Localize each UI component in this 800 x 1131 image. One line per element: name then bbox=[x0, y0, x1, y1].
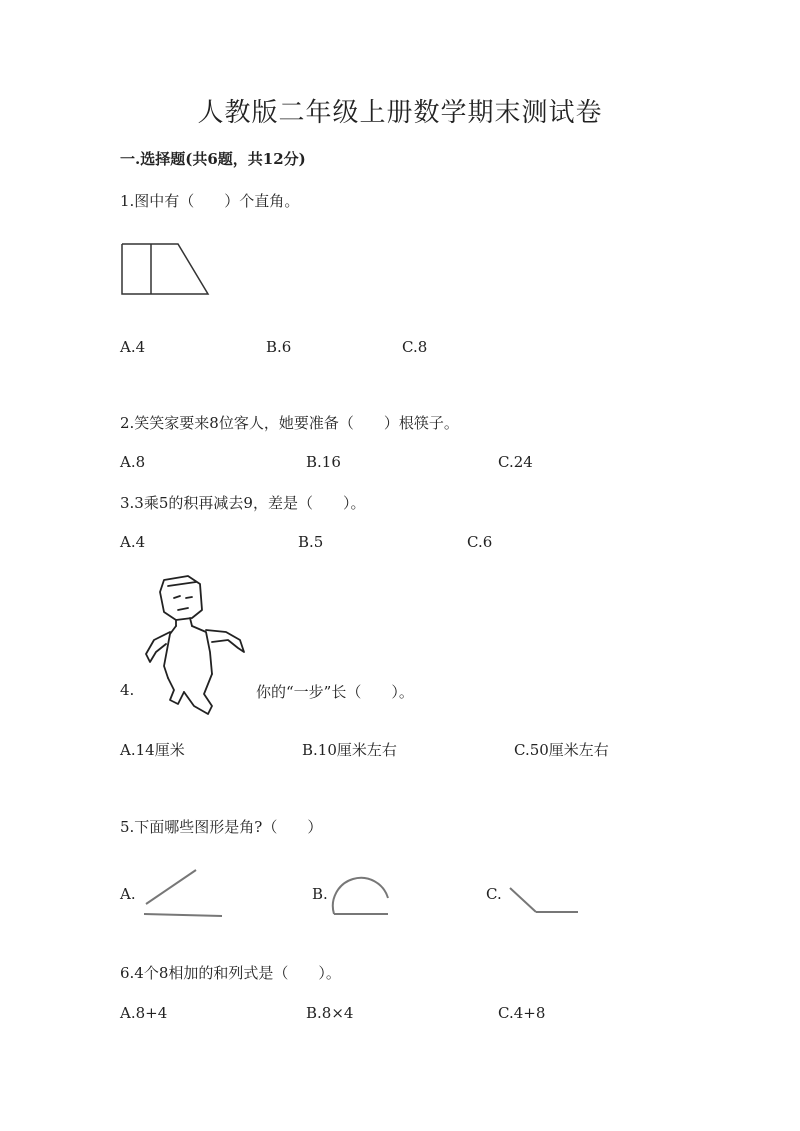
question-2-option-a[interactable]: A.8 bbox=[120, 453, 146, 471]
question-6-option-a[interactable]: A.8+4 bbox=[120, 1004, 168, 1022]
question-3-option-c[interactable]: C.6 bbox=[467, 533, 493, 551]
question-3-option-b[interactable]: B.5 bbox=[298, 533, 324, 551]
question-2-option-b[interactable]: B.16 bbox=[306, 453, 341, 471]
question-5-figure-a bbox=[142, 866, 224, 918]
question-5-figure-b bbox=[330, 876, 392, 916]
page-title: 人教版二年级上册数学期末测试卷 bbox=[197, 98, 603, 128]
question-4-option-b[interactable]: B.10厘米左右 bbox=[302, 741, 397, 759]
question-5-text: 5.下面哪些图形是角?（ ） bbox=[120, 818, 323, 836]
question-6-text: 6.4个8相加的和列式是（ ）。 bbox=[120, 964, 341, 982]
question-2-option-c[interactable]: C.24 bbox=[498, 453, 533, 471]
walking-person-figure bbox=[140, 574, 250, 716]
question-5-option-a[interactable]: A. bbox=[120, 885, 136, 903]
question-1-option-b[interactable]: B.6 bbox=[266, 338, 292, 356]
question-1-figure bbox=[120, 242, 212, 298]
question-5-figure-c bbox=[506, 884, 580, 916]
question-1-option-c[interactable]: C.8 bbox=[402, 338, 428, 356]
question-2-text: 2.笑笑家要来8位客人，她要准备（ ）根筷子。 bbox=[120, 414, 459, 432]
question-5-option-b[interactable]: B. bbox=[312, 885, 328, 903]
question-5-option-c[interactable]: C. bbox=[486, 885, 502, 903]
question-4-text: 你的“一步”长（ ）。 bbox=[256, 683, 414, 701]
question-4-number: 4. bbox=[120, 681, 135, 699]
section-heading: 一.选择题(共6题，共12分) bbox=[120, 150, 306, 168]
question-3-text: 3.3乘5的积再减去9，差是（ ）。 bbox=[120, 494, 366, 512]
question-1-text: 1.图中有（ ）个直角。 bbox=[120, 192, 300, 210]
question-6-option-c[interactable]: C.4+8 bbox=[498, 1004, 546, 1022]
question-4-option-a[interactable]: A.14厘米 bbox=[120, 741, 185, 759]
question-3-option-a[interactable]: A.4 bbox=[120, 533, 146, 551]
question-1-option-a[interactable]: A.4 bbox=[120, 338, 146, 356]
question-4-option-c[interactable]: C.50厘米左右 bbox=[514, 741, 609, 759]
question-6-option-b[interactable]: B.8×4 bbox=[306, 1004, 354, 1022]
